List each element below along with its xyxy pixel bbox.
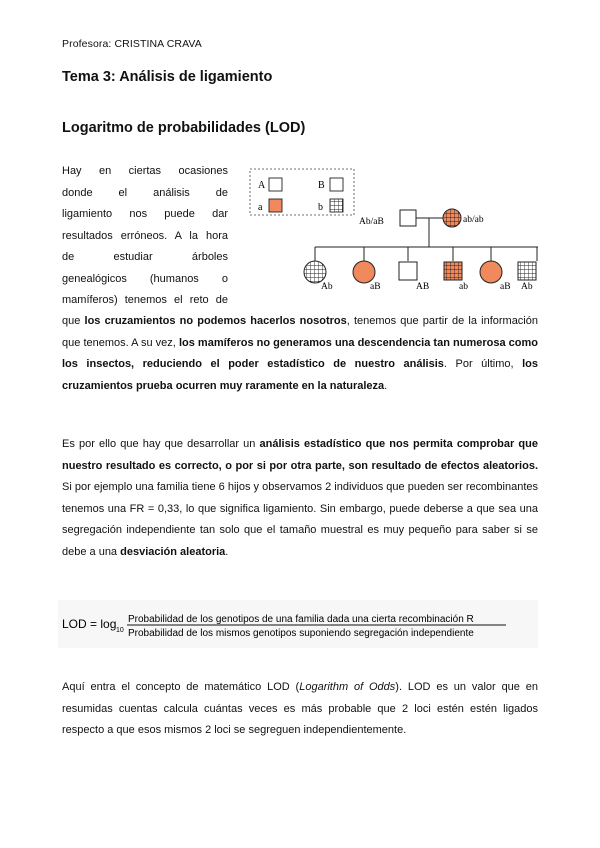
p1-text-2: , tenemos que partir de la información que tenemos. A su vez, [62, 315, 538, 349]
p1-line-4: de estudiar árboles [62, 251, 228, 263]
p1-line-5: genealógicos (humanos o [62, 272, 228, 285]
child-3-label: AB [416, 282, 430, 292]
p1-bold-3: los cruzamientos prueba ocurren muy raramente en la naturaleza [62, 358, 538, 392]
p1-text-3: . Por último, [443, 358, 523, 370]
child-6-label: Ab [521, 282, 533, 292]
pedigree-diagram [246, 165, 538, 300]
paragraph-1-rest [62, 311, 538, 397]
legend-b-symbol [330, 199, 343, 212]
p2-bold-2: desviación aleatoria [120, 545, 226, 558]
paragraph-2 [62, 434, 538, 563]
legend-B-label: B [318, 180, 325, 191]
child-2-label: aB [370, 282, 381, 292]
p1-bold-2: los mamíferos no generamos una descendencia tan numerosa como los insectos, reduciendo el poder estadístico de nuestro análisis [62, 336, 539, 370]
paragraph-1-left [62, 161, 228, 312]
p1-line-0: Hay en ciertas ocasiones [62, 165, 228, 177]
father-symbol [400, 210, 416, 226]
p1-line-2: ligamiento nos puede dar [62, 208, 228, 220]
mother-label: ab/ab [463, 215, 484, 225]
child-1-symbol [304, 261, 326, 283]
p2-text-3: . [225, 545, 229, 558]
legend-b-label: b [318, 202, 323, 213]
p3-text-2: ). LOD es un valor que en resumidas cuentas calcula cuántas veces es más probable que 2 loci estén estén ligados respecto a que esos mismos 2 loci se segreguen independientemente. [62, 681, 538, 736]
p1-bold-1: los cruzamientos no podemos hacerlos nosotros [84, 315, 347, 327]
p1-line-3: resultados erróneos. A la hora [62, 229, 228, 242]
p2-bold-1: análisis estadístico que nos permita comprobar que nuestro resultado es correcto, o por si por otra parte, son resultado de efectos aleatorios. [62, 438, 538, 472]
legend-A-label: A [258, 180, 266, 191]
father-label: Ab/aB [359, 217, 384, 227]
paragraph-3 [62, 677, 538, 742]
p2-text-2: Si por ejemplo una familia tiene 6 hijos y observamos 2 individuos que pueden ser recombinantes tenemos una FR = 0,33, lo que significa ligamiento. Sin embargo, puede deberse a que sea una segregación independiente tan solo que el tamaño muestral es muy pequeño para saber si se debe a una [62, 481, 538, 558]
legend-a-label: a [258, 202, 263, 213]
child-5-label: aB [500, 282, 511, 292]
topic-title: Tema 3: Análisis de ligamiento [62, 69, 273, 85]
formula-numerator: Probabilidad de los genotipos de una familia dada una cierta recombinación R [128, 614, 474, 625]
formula-denominator: Probabilidad de los mismos genotipos suponiendo segregación independiente [128, 628, 474, 639]
p1-line-1: donde el análisis de [62, 186, 228, 199]
section-title: Logaritmo de probabilidades (LOD) [62, 120, 306, 136]
p1-text-1: que [62, 315, 85, 327]
mother-symbol [443, 209, 461, 227]
p2-text-1: Es por ello que hay que desarrollar un [62, 438, 260, 450]
child-1-label: Ab [321, 282, 333, 292]
header-teacher: Profesora: CRISTINA CRAVA [62, 38, 202, 50]
p3-text-1: Aquí entra el concepto de matemático LOD ( [62, 681, 300, 693]
formula-log-base: 10 [116, 627, 124, 634]
p1-line-6: mamíferos) tenemos el reto de [62, 294, 228, 306]
p3-italic-1: Logarithm of Odds [299, 681, 396, 693]
p1-text-4: . [384, 379, 388, 392]
child-4-label: ab [459, 282, 468, 292]
child-2-symbol [353, 261, 375, 283]
child-4-symbol [444, 262, 462, 280]
formula-lhs: LOD = log [62, 617, 117, 631]
child-3-symbol [399, 262, 417, 280]
legend-A-symbol [269, 178, 282, 191]
child-6-symbol [518, 262, 536, 280]
lod-formula [58, 600, 538, 648]
legend-a-symbol [269, 199, 282, 212]
child-5-symbol [480, 261, 502, 283]
legend-B-symbol [330, 178, 343, 191]
